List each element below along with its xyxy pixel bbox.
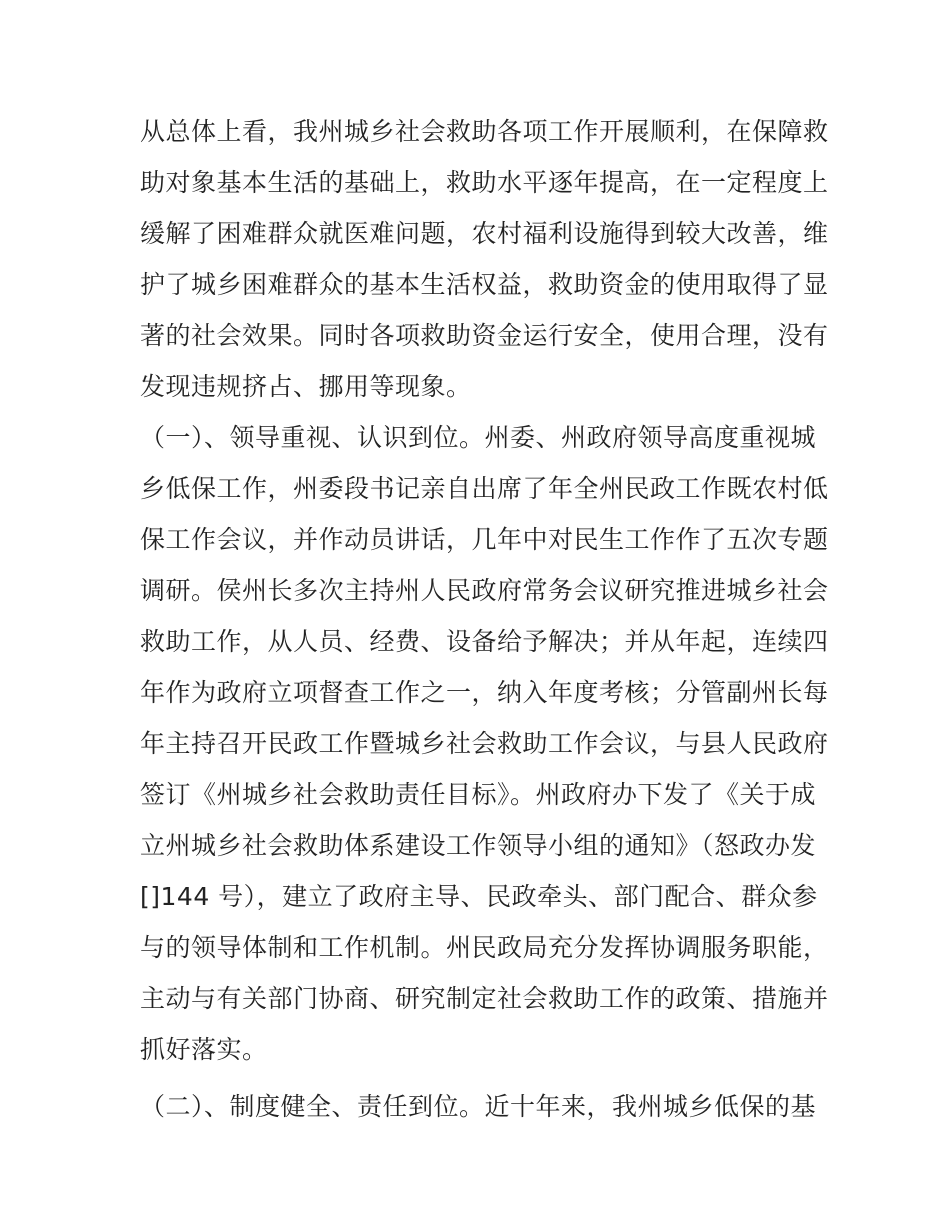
text-line: （二）、制度健全、责任到位。近十年来，我州城乡低保的基 <box>140 1092 817 1121</box>
document-body <box>140 106 829 1132</box>
text-line: 保工作会议，并作动员讲话，几年中对民生工作作了五次专题 <box>140 525 829 554</box>
text-line: 护了城乡困难群众的基本生活权益，救助资金的使用取得了显 <box>140 270 829 299</box>
text-line: 从总体上看，我州城乡社会救助各项工作开展顺利，在保障救 <box>140 117 829 146</box>
text-line: 抓好落实。 <box>140 1035 268 1064</box>
text-line: 著的社会效果。同时各项救助资金运行安全，使用合理，没有 <box>140 321 829 350</box>
paragraph-system <box>140 1081 820 1132</box>
text-line: 助对象基本生活的基础上，救助水平逐年提高，在一定程度上 <box>140 168 829 197</box>
text-line: 立州城乡社会救助体系建设工作领导小组的通知》（怒政办发 <box>140 831 817 860</box>
text-line: （一）、领导重视、认识到位。州委、州政府领导高度重视城 <box>140 423 817 452</box>
text-line: 缓解了困难群众就医难问题，农村福利设施得到较大改善，维 <box>140 219 829 248</box>
paragraph-leadership <box>140 412 829 1075</box>
text-line: 主动与有关部门协商、研究制定社会救助工作的政策、措施并 <box>140 984 829 1013</box>
text-line: 年作为政府立项督查工作之一，纳入年度考核；分管副州长每 <box>140 678 829 707</box>
text-line: 发现违规挤占、挪用等现象。 <box>140 372 472 401</box>
text-line: 签订《州城乡社会救助责任目标》。州政府办下发了《关于成 <box>140 780 817 809</box>
text-line: 救助工作，从人员、经费、设备给予解决；并从年起，连续四 <box>140 627 829 656</box>
paragraph-summary <box>140 106 829 412</box>
text-line: 与的领导体制和工作机制。州民政局充分发挥协调服务职能， <box>140 933 829 962</box>
text-line: 调研。侯州长多次主持州人民政府常务会议研究推进城乡社会 <box>140 576 829 605</box>
text-line: []144 号），建立了政府主导、民政牵头、部门配合、群众参 <box>140 882 818 911</box>
text-line: 乡低保工作，州委段书记亲自出席了年全州民政工作既农村低 <box>140 474 829 503</box>
text-line: 年主持召开民政工作暨城乡社会救助工作会议，与县人民政府 <box>140 729 829 758</box>
